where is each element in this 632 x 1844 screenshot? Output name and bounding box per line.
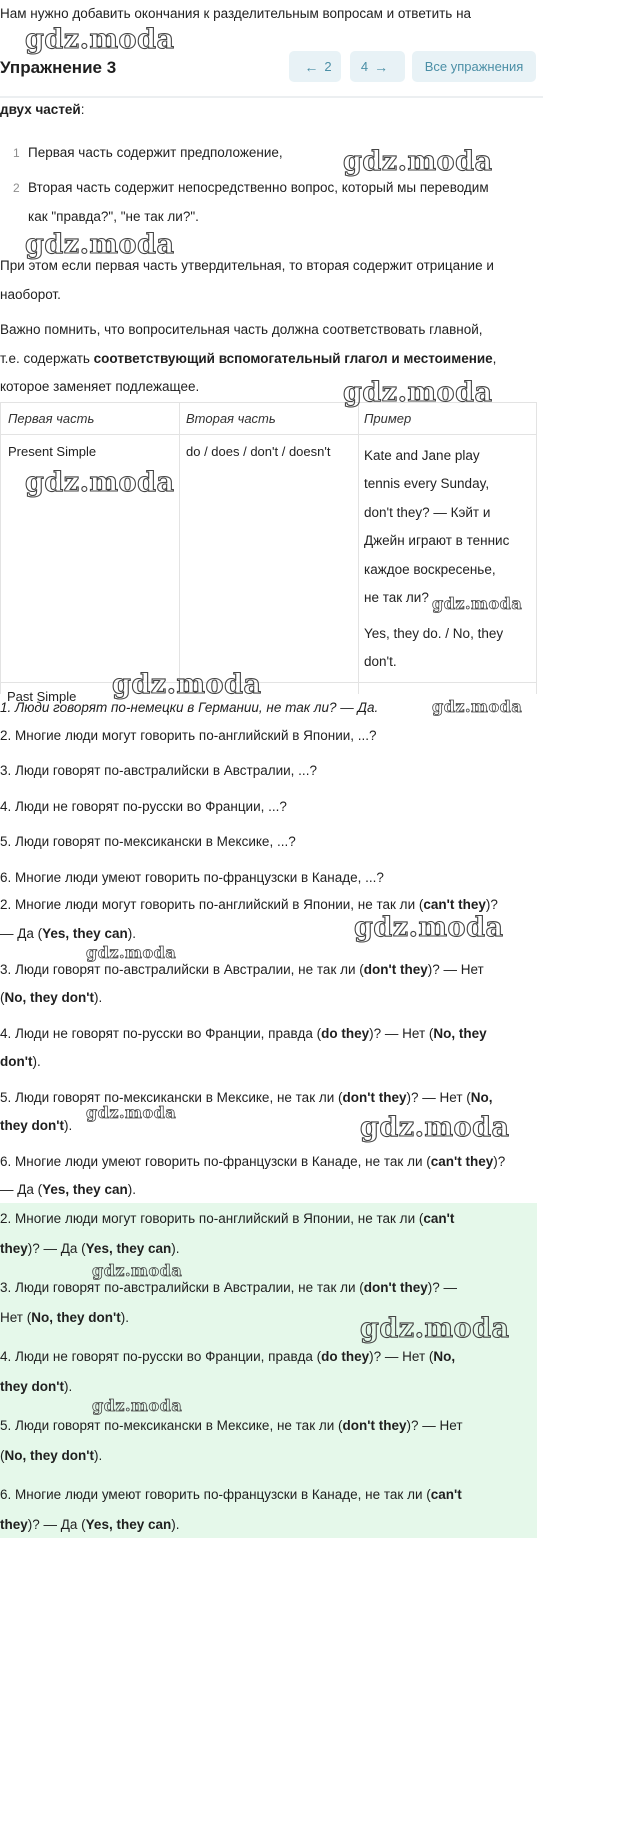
watermark: gdz.moda xyxy=(343,377,493,408)
watermark: gdz.moda xyxy=(25,229,175,260)
watermark: gdz.moda xyxy=(92,1261,183,1280)
column-header: Пример xyxy=(364,411,412,426)
example-line: Kate and Jane play xyxy=(364,448,480,463)
arrow-left-icon: ← xyxy=(304,58,319,75)
task-item: 6. Многие люди умеют говорить по-французски в Канаде, ...? xyxy=(0,870,384,885)
list-number: 2 xyxy=(13,181,20,195)
paragraph-line: Важно помнить, что вопросительная часть должна соответствовать главной, xyxy=(0,322,483,337)
task-item: 5. Люди говорят по-мексикански в Мексике, ...? xyxy=(0,834,296,849)
paragraph-line: При этом если первая часть утвердительная, то вторая содержит отрицание и xyxy=(0,258,494,273)
example-line: don't. xyxy=(364,654,397,669)
answer-line: Нет (No, they don't). xyxy=(0,1310,129,1325)
task-item: 1. Люди говорят по-немецки в Германии, не так ли? — Да. xyxy=(0,700,379,715)
answer-line: 4. Люди не говорят по-русски во Франции, правда (do they)? — Нет (No, they xyxy=(0,1026,487,1041)
list-item: Вторая часть содержит непосредственно вопрос, который мы переводим xyxy=(28,180,489,195)
example-line: каждое воскресенье, xyxy=(364,562,496,577)
list-number: 1 xyxy=(13,146,20,160)
watermark: gdz.moda xyxy=(86,1103,177,1122)
next-exercise-label: 4 xyxy=(360,59,369,74)
watermark: gdz.moda xyxy=(432,697,523,716)
column-divider xyxy=(179,403,180,694)
task-item: 3. Люди говорят по-австралийски в Австралии, ...? xyxy=(0,763,317,778)
header-divider xyxy=(0,96,543,98)
answer-line: 3. Люди говорят по-австралийски в Австралии, не так ли (don't they)? — xyxy=(0,1280,457,1295)
rules-table xyxy=(0,402,537,704)
next-exercise-button[interactable] xyxy=(350,51,405,82)
watermark: gdz.moda xyxy=(360,1112,510,1143)
answer-line: they)? — Да (Yes, they can). xyxy=(0,1241,180,1256)
answer-line: 5. Люди говорят по-мексикански в Мексике, не так ли (don't they)? — Нет xyxy=(0,1418,463,1433)
task-item: 2. Многие люди могут говорить по-английский в Японии, ...? xyxy=(0,728,377,743)
prev-exercise-button[interactable] xyxy=(289,51,341,82)
answer-line: they don't). xyxy=(0,1379,73,1394)
answer-line: (No, they don't). xyxy=(0,990,103,1005)
watermark: gdz.moda xyxy=(360,1313,510,1344)
answer-line: 6. Многие люди умеют говорить по-французски в Канаде, не так ли (can't xyxy=(0,1487,462,1502)
table-cell: Present Simple xyxy=(8,444,97,459)
answer-line: they don't). xyxy=(0,1118,73,1133)
table-cell: Past Simple xyxy=(7,689,77,704)
list-item: Первая часть содержит предположение, xyxy=(28,145,283,160)
list-item-cont: как "правда?", "не так ли?". xyxy=(28,209,199,224)
example-line: don't they? — Кэйт и xyxy=(364,505,491,520)
watermark: gdz.moda xyxy=(25,467,175,498)
watermark: gdz.moda xyxy=(343,146,493,177)
answer-line: 2. Многие люди могут говорить по-английский в Японии, не так ли (can't they)? xyxy=(0,897,498,912)
task-statement: Нам нужно добавить окончания к разделительным вопросам и ответить на xyxy=(0,6,472,21)
column-header: Вторая часть xyxy=(186,411,276,426)
answer-line: (No, they don't). xyxy=(0,1448,103,1463)
answer-line: — Да (Yes, they can). xyxy=(0,1182,136,1197)
row-divider xyxy=(1,682,536,683)
answer-line: they)? — Да (Yes, they can). xyxy=(0,1517,180,1532)
example-line: tennis every Sunday, xyxy=(364,476,490,491)
prev-exercise-label: 2 xyxy=(324,59,332,74)
column-divider xyxy=(358,403,359,694)
answer-line: 5. Люди говорят по-мексикански в Мексике, не так ли (don't they)? — Нет (No, xyxy=(0,1090,493,1105)
paragraph-line: наоборот. xyxy=(0,287,61,302)
watermark: gdz.moda xyxy=(92,1396,183,1415)
arrow-right-icon: → xyxy=(374,58,389,75)
page-title: Упражнение 3 xyxy=(0,58,117,77)
column-header: Первая часть xyxy=(8,411,95,426)
example-line: не так ли? xyxy=(364,590,429,605)
answer-line: don't). xyxy=(0,1054,41,1069)
watermark: gdz.moda xyxy=(432,594,523,613)
answer-line: 6. Многие люди умеют говорить по-французски в Канаде, не так ли (can't they)? xyxy=(0,1154,506,1169)
watermark: gdz.moda xyxy=(112,669,262,700)
answer-line: 2. Многие люди могут говорить по-английский в Японии, не так ли (can't xyxy=(0,1211,455,1226)
answer-line: 4. Люди не говорят по-русски во Франции, правда (do they)? — Нет (No, xyxy=(0,1349,456,1364)
watermark: gdz.moda xyxy=(25,24,175,55)
paragraph-line: которое заменяет подлежащее. xyxy=(0,379,200,394)
answer-line: — Да (Yes, they can). xyxy=(0,926,136,941)
watermark: gdz.moda xyxy=(354,912,504,943)
table-cell: do / does / don't / doesn't xyxy=(186,444,331,459)
paragraph-line: т.е. содержать соответствующий вспомогательный глагол и местоимение, xyxy=(0,351,497,366)
example-line: Yes, they do. / No, they xyxy=(364,626,504,641)
all-exercises-button[interactable]: Все упражнения xyxy=(412,51,536,82)
theory-intro: двух частей: xyxy=(0,102,85,117)
watermark: gdz.moda xyxy=(86,943,177,962)
task-item: 4. Люди не говорят по-русски во Франции, ...? xyxy=(0,799,287,814)
answer-line: 3. Люди говорят по-австралийски в Австралии, не так ли (don't they)? — Нет xyxy=(0,962,484,977)
example-line: Джейн играют в теннис xyxy=(364,533,510,548)
